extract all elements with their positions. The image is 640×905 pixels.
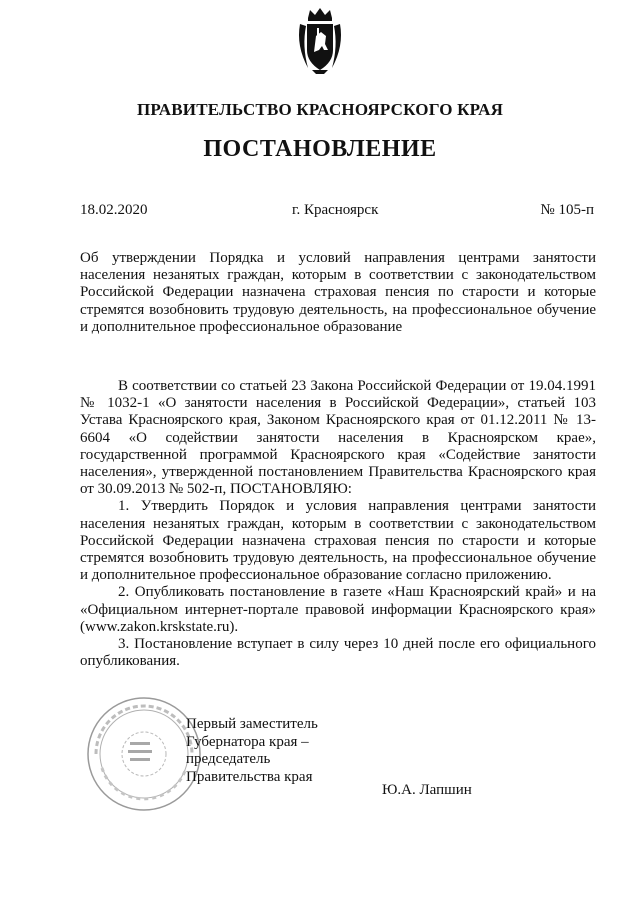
signatory-position (186, 716, 318, 786)
clause-2-paragraph: 2. Опубликовать постановление в газете «Наш Красноярский край» и на «Официальном интернет-портале правовой информации Красноярского края» (www.zakon.krskstate.ru). (80, 584, 596, 635)
signatory-position-line: Губернатора края – (186, 733, 309, 750)
document-number: № 105-п (540, 202, 594, 218)
signatory-position-line: Правительства края (186, 768, 313, 785)
clause-3-paragraph: 3. Постановление вступает в силу через 10 дней после его официального опубликования. (80, 636, 596, 670)
document-city: г. Красноярск (292, 202, 379, 218)
document-date: 18.02.2020 (80, 202, 148, 218)
document-subject: Об утверждении Порядка и условий направления центрами занятости населения незанятых граждан, которым в соответствии с законодательством Российской Федерации назначена страховая пенсия по старости и которые стремятся возобновить трудовую деятельность, на профессиональное обучение и дополнительное профессиональное образование (80, 250, 596, 335)
organization-title: ПРАВИТЕЛЬСТВО КРАСНОЯРСКОГО КРАЯ (136, 100, 504, 119)
signatory-position-line: председатель (186, 751, 271, 767)
signatory-position-line: Первый заместитель (186, 716, 318, 732)
signatory-name: Ю.А. Лапшин (382, 782, 472, 798)
clause-1-paragraph: 1. Утвердить Порядок и условия направления центрами занятости населения незанятых граждан, которым в соответствии с законодательством Российской Федерации назначена страховая пенсия по старости и которые стремятся возобновить трудовую деятельность, на профессиональное обучение и дополнительное профессиональное образование согласно приложению. (80, 498, 596, 584)
preamble-paragraph: В соответствии со статьей 23 Закона Российской Федерации от 19.04.1991 № 1032-1 «О занятости населения в Российской Федерации», статьей 103 Устава Красноярского края, Законом Красноярского края от 01.12.2011 № 13-6604 «О содействии занятости населения в Красноярском крае», государственной программой Красноярского края «Содействие занятости населения», утвержденной постановлением Правительства Красноярского края от 30.09.2013 № 502-п, ПОСТАНОВЛЯЮ: (80, 378, 596, 498)
document-body (80, 378, 596, 670)
coat-of-arms-icon (294, 6, 346, 76)
document-type-title: ПОСТАНОВЛЕНИЕ (203, 136, 437, 162)
